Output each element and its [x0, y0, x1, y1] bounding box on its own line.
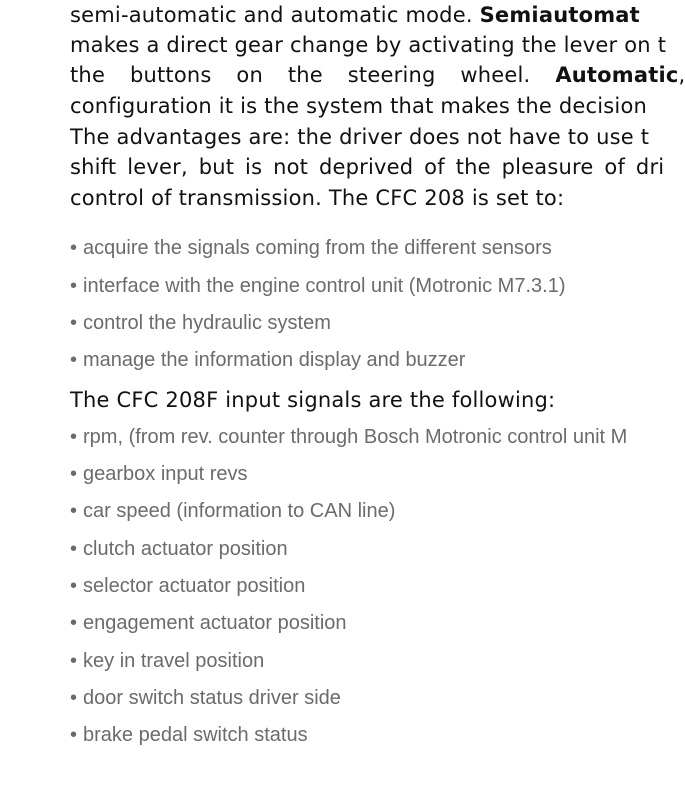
function-item: [70, 310, 331, 336]
function-text: interface with the engine control unit (Motronic M7.3.1): [83, 275, 566, 297]
bullet-icon: •: [70, 463, 78, 485]
function-text: manage the information display and buzzer: [83, 349, 466, 371]
input-text: brake pedal switch status: [83, 724, 308, 746]
bullet-icon: •: [70, 349, 78, 371]
function-text: acquire the signals coming from the different sensors: [83, 237, 552, 259]
function-text: control the hydraulic system: [83, 312, 331, 334]
bullet-icon: •: [70, 237, 78, 259]
intro-line-5: The advantages are: the driver does not have to use t: [70, 125, 650, 149]
intro-line-6: shift lever, but is not deprived of the pleasure of dri: [70, 155, 665, 179]
input-item: [70, 498, 395, 524]
bullet-icon: •: [70, 312, 78, 334]
input-text: selector actuator position: [83, 575, 306, 597]
intro-line-3-text: the buttons on the steering wheel.: [70, 63, 556, 87]
function-item: [70, 273, 565, 299]
bullet-icon: •: [70, 575, 78, 597]
intro-line-7: control of transmission. The CFC 208 is set to:: [70, 186, 565, 210]
inputs-heading: The CFC 208F input signals are the following:: [70, 388, 556, 412]
input-item: [70, 536, 288, 562]
input-text: clutch actuator position: [83, 538, 288, 560]
input-item: [70, 424, 627, 450]
intro-line-1: [70, 0, 640, 30]
input-text: car speed (information to CAN line): [83, 500, 396, 522]
function-item: [70, 235, 552, 261]
bullet-icon: •: [70, 500, 78, 522]
input-item: [70, 722, 308, 748]
automatic-term: Automatic: [555, 63, 679, 87]
input-item: [70, 610, 347, 636]
bullet-icon: •: [70, 275, 78, 297]
bullet-icon: •: [70, 538, 78, 560]
input-item: [70, 648, 264, 674]
input-text: key in travel position: [83, 650, 265, 672]
bullet-icon: •: [70, 612, 78, 634]
input-text: gearbox input revs: [83, 463, 248, 485]
bullet-icon: •: [70, 724, 78, 746]
intro-line-3: [70, 60, 685, 90]
bullet-icon: •: [70, 687, 78, 709]
intro-line-2: makes a direct gear change by activating the lever on t: [70, 33, 667, 57]
input-text: engagement actuator position: [83, 612, 347, 634]
input-text: rpm, (from rev. counter through Bosch Motronic control unit M: [83, 426, 628, 448]
intro-line-4: configuration it is the system that makes the decision: [70, 94, 647, 118]
input-text: door switch status driver side: [83, 687, 341, 709]
input-item: [70, 461, 248, 487]
bullet-icon: •: [70, 650, 78, 672]
input-item: [70, 573, 305, 599]
intro-line-1-text: semi-automatic and automatic mode.: [70, 3, 480, 27]
semiautomatic-term: Semiautomat: [479, 3, 640, 27]
bullet-icon: •: [70, 426, 78, 448]
intro-line-3-comma: ,: [678, 63, 685, 87]
function-item: [70, 347, 465, 373]
input-item: [70, 685, 341, 711]
